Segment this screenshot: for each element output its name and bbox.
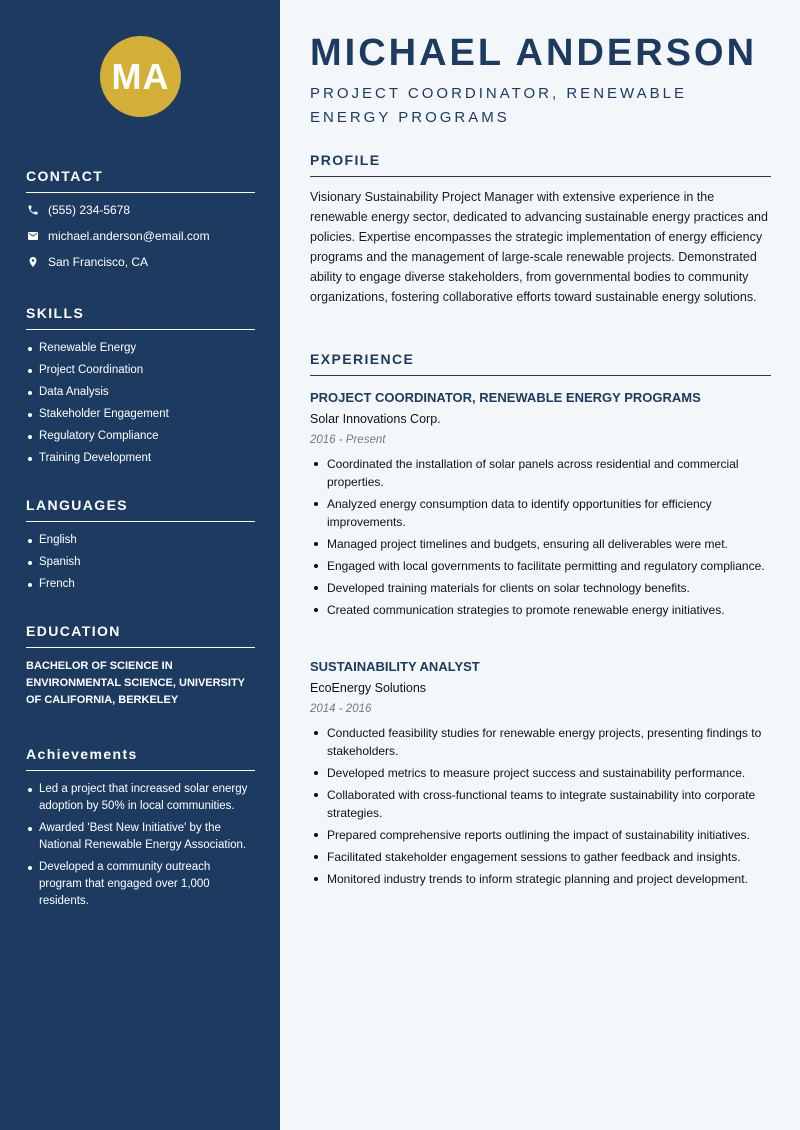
candidate-role: PROJECT COORDINATOR, RENEWABLE ENERGY PROGRAMS — [310, 85, 687, 126]
sidebar — [0, 0, 280, 1130]
language-item: English — [26, 532, 255, 549]
achievement-item: Led a project that increased solar energy adoption by 50% in local communities. — [26, 781, 255, 815]
skill-item: Stakeholder Engagement — [26, 406, 255, 423]
skill-item: Training Development — [26, 450, 255, 467]
languages-list — [26, 532, 255, 593]
job-company: Solar Innovations Corp. — [310, 412, 441, 426]
phone-text[interactable]: (555) 234-5678 — [48, 203, 131, 217]
job-entry — [310, 659, 771, 892]
languages-section — [26, 497, 255, 598]
job-bullet: Prepared comprehensive reports outlining the impact of sustainability initiatives. — [310, 826, 771, 844]
email-text[interactable]: michael.anderson@email.com — [48, 229, 210, 243]
contact-email — [26, 227, 255, 245]
avatar: MA — [100, 36, 181, 117]
achievements-section — [26, 746, 255, 915]
education-heading: EDUCATION — [26, 623, 255, 648]
skills-section — [26, 305, 255, 472]
skill-item: Data Analysis — [26, 384, 255, 401]
skill-item: Regulatory Compliance — [26, 428, 255, 445]
job-bullet: Created communication strategies to promote renewable energy initiatives. — [310, 601, 771, 619]
skills-list — [26, 340, 255, 467]
job-bullet: Conducted feasibility studies for renewable energy projects, presenting findings to stakeholders. — [310, 724, 771, 760]
language-item: French — [26, 576, 255, 593]
achievements-list — [26, 781, 255, 910]
profile-text: Visionary Sustainability Project Manager with extensive experience in the renewable energy sector, dedicated to advancing sustainable energy practices and policies. Expertise encompasses the strategic implementation of energy efficiency programs and the management of large-scale renewable projects. Demonstrated ability to engage diverse stakeholders, from governmental bodies to community organizations, fostering collaborative efforts toward sustainable energy solutions. — [310, 190, 768, 304]
skill-item: Renewable Energy — [26, 340, 255, 357]
achievement-item: Awarded 'Best New Initiative' by the National Renewable Energy Association. — [26, 820, 255, 854]
contact-phone — [26, 201, 255, 219]
experience-heading: EXPERIENCE — [310, 351, 771, 376]
contact-section — [26, 168, 255, 271]
profile-section — [310, 152, 771, 307]
education-section — [26, 623, 255, 709]
job-dates: 2016 - Present — [310, 434, 386, 446]
job-title: SUSTAINABILITY ANALYST — [310, 659, 480, 674]
languages-heading: LANGUAGES — [26, 497, 255, 522]
phone-icon — [26, 203, 40, 217]
job-entry — [310, 390, 771, 623]
job-bullet: Developed metrics to measure project success and sustainability performance. — [310, 764, 771, 782]
job-bullet: Developed training materials for clients on solar technology benefits. — [310, 579, 771, 597]
job-title: PROJECT COORDINATOR, RENEWABLE ENERGY PROGRAMS — [310, 390, 701, 405]
skills-heading: SKILLS — [26, 305, 255, 330]
education-degree: BACHELOR OF SCIENCE IN ENVIRONMENTAL SCIENCE, UNIVERSITY OF CALIFORNIA, BERKELEY — [26, 660, 245, 706]
contact-location — [26, 253, 255, 271]
profile-heading: PROFILE — [310, 152, 771, 177]
job-bullet: Facilitated stakeholder engagement sessions to gather feedback and insights. — [310, 848, 771, 866]
job-bullet: Collaborated with cross-functional teams to integrate sustainability into corporate strategies. — [310, 786, 771, 822]
location-pin-icon — [26, 255, 40, 269]
contact-heading: CONTACT — [26, 168, 255, 193]
experience-section — [310, 351, 771, 376]
job-bullets — [310, 455, 771, 619]
job-bullet: Monitored industry trends to inform strategic planning and project development. — [310, 870, 771, 888]
achievement-item: Developed a community outreach program that engaged over 1,000 residents. — [26, 859, 255, 910]
job-bullet: Coordinated the installation of solar panels across residential and commercial properties. — [310, 455, 771, 491]
skill-item: Project Coordination — [26, 362, 255, 379]
job-dates: 2014 - 2016 — [310, 703, 372, 715]
job-bullets — [310, 724, 771, 888]
job-company: EcoEnergy Solutions — [310, 681, 427, 695]
job-bullet: Engaged with local governments to facilitate permitting and regulatory compliance. — [310, 557, 771, 575]
language-item: Spanish — [26, 554, 255, 571]
job-bullet: Managed project timelines and budgets, ensuring all deliverables were met. — [310, 535, 771, 553]
candidate-name: MICHAEL ANDERSON — [310, 32, 758, 74]
email-icon — [26, 229, 40, 243]
job-bullet: Analyzed energy consumption data to identify opportunities for efficiency improvements. — [310, 495, 771, 531]
location-text: San Francisco, CA — [48, 255, 149, 269]
achievements-heading: Achievements — [26, 746, 255, 771]
